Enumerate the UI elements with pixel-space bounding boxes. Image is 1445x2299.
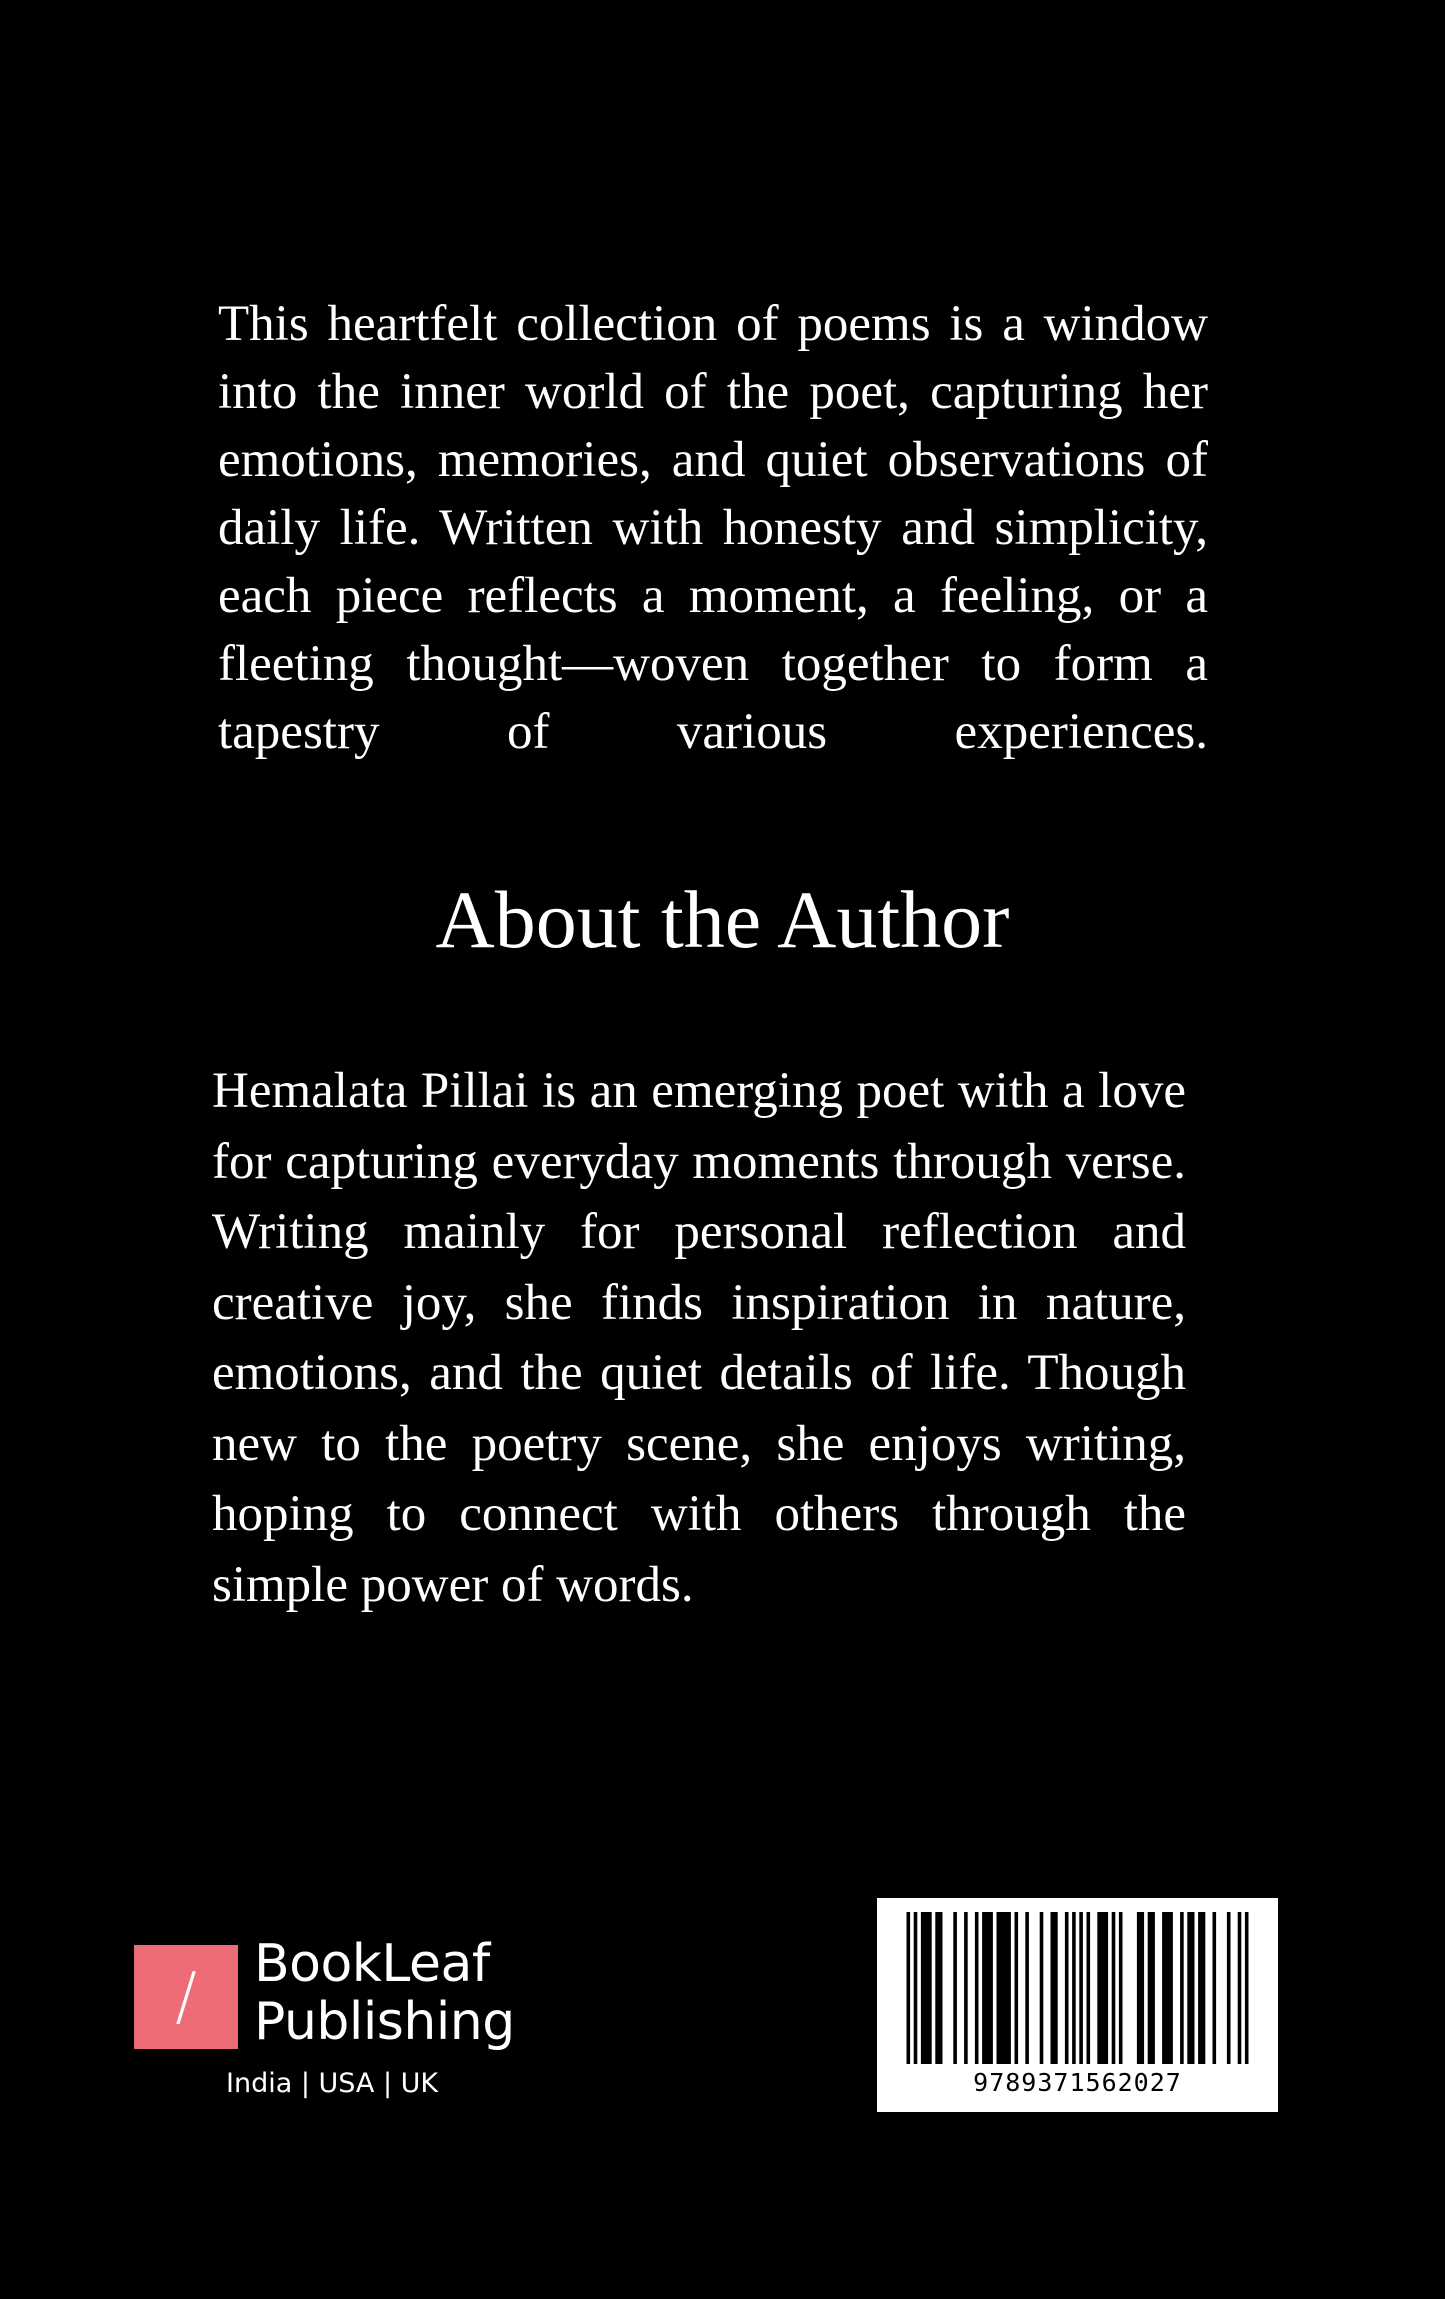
barcode-bar — [1180, 1912, 1184, 2064]
publisher-name-line2: Publishing — [254, 1992, 515, 2052]
barcode-bar — [1148, 1912, 1155, 2064]
publisher-name — [254, 1935, 515, 2051]
barcode-bar — [1087, 1912, 1091, 2064]
barcode-bar — [1238, 1912, 1242, 2064]
publisher-regions: India | USA | UK — [226, 2068, 439, 2099]
barcode-bar — [935, 1912, 942, 2064]
barcode-bar — [1187, 1912, 1194, 2064]
barcode-bar — [1245, 1912, 1249, 2064]
barcode-bar — [1040, 1912, 1044, 2064]
barcode-bar — [1065, 1912, 1069, 2064]
barcode-bar — [1198, 1912, 1205, 2064]
book-blurb: This heartfelt collection of poems is a window into the inner world of the poet, capturing her emotions, memories, and quiet observations of daily life. Written with honesty and simplicity, each piece reflects a moment, a feeling, or a fleeting thought—woven together to form a tapestry of various experiences. — [218, 296, 1208, 760]
publisher-logo — [134, 1934, 554, 2121]
barcode-bar — [1072, 1912, 1076, 2064]
barcode-bar — [1079, 1912, 1083, 2064]
barcode-bar — [914, 1912, 918, 2064]
publisher-mark-icon — [134, 1945, 238, 2049]
barcode-bar — [1097, 1912, 1108, 2064]
author-bio: Hemalata Pillai is an emerging poet with a love for capturing everyday moments through verse. Writing mainly for personal reflection and creative joy, she finds inspiration in nature, emotions, and the quiet details of life. Though new to the poetry scene, she enjoys writing, hoping to connect with others through the simple power of words. — [212, 1063, 1186, 1613]
barcode-bar — [1162, 1912, 1173, 2064]
barcode-bar — [953, 1912, 957, 2064]
barcode-bar — [1015, 1912, 1019, 2064]
barcode-bar — [1119, 1912, 1123, 2064]
publisher-name-line1: BookLeaf — [254, 1934, 490, 1994]
barcode-bar — [997, 1912, 1011, 2064]
about-author-heading: About the Author — [435, 874, 1010, 965]
publisher-mark-glyph: / — [175, 1960, 197, 2034]
barcode-bar — [1137, 1912, 1144, 2064]
barcode-bar — [1051, 1912, 1058, 2064]
barcode-bar — [907, 1912, 911, 2064]
barcode-bar — [964, 1912, 968, 2064]
barcode-bar — [975, 1912, 979, 2064]
barcode-bar — [1112, 1912, 1116, 2064]
barcode-bar — [1025, 1912, 1029, 2064]
barcode-bar — [1213, 1912, 1217, 2064]
isbn-barcode — [877, 1898, 1278, 2112]
barcode-bar — [1227, 1912, 1231, 2064]
barcode-bar — [921, 1912, 932, 2064]
isbn-number: 9789371562027 — [973, 2068, 1182, 2097]
barcode-bar — [982, 1912, 993, 2064]
